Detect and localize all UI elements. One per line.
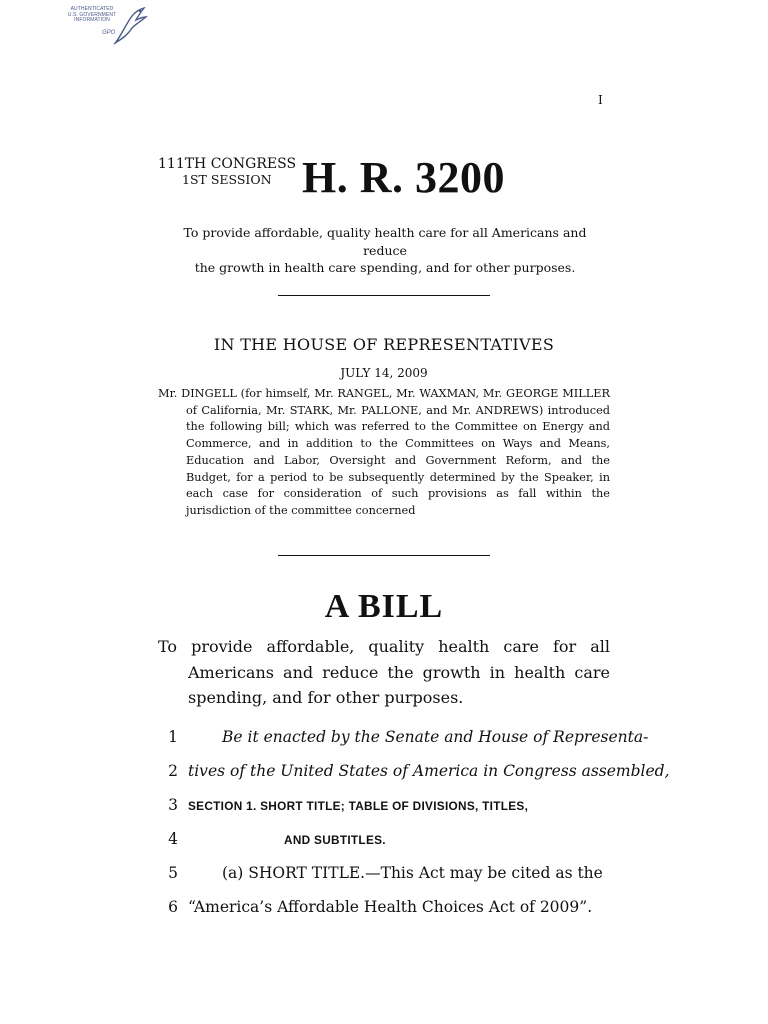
seal-gpo-label: GPO <box>102 30 116 36</box>
short-title-line-1: (a) SHORT TITLE.—This Act may be cited as the <box>222 864 603 882</box>
short-purpose <box>160 224 610 277</box>
short-purpose-line-2: the growth in health care spending, and for other purposes. <box>194 260 576 275</box>
eagle-icon <box>110 4 148 48</box>
session-label: 1ST SESSION <box>182 172 272 187</box>
line-number: 6 <box>168 898 178 916</box>
seal-line-2: U.S. GOVERNMENT <box>67 11 117 18</box>
gpo-authentication-seal <box>62 4 148 48</box>
line-number: 4 <box>168 830 178 848</box>
seal-line-1: AUTHENTICATED <box>70 6 114 12</box>
short-title-line-2: “America’s Affordable Health Choices Act of 2009”. <box>188 898 593 916</box>
enacting-clause-line-1: Be it enacted by the Senate and House of Representa- <box>222 728 649 746</box>
bill-heading: A BILL <box>324 588 444 625</box>
divider-rule <box>278 295 490 296</box>
divider-rule-2 <box>278 555 490 556</box>
introduction-paragraph: Mr. DINGELL (for himself, Mr. RANGEL, Mr. WAXMAN, Mr. GEORGE MILLER of California, Mr. STARK, Mr. PALLONE, and Mr. ANDREWS) introduced the following bill; which was referred to the Committee on Energy and Commerce, and in addition to the Committees on Ways and Means, Education and Labor, Oversight and Government Reform, and the Budget, for a period to be subsequently determined by the Speaker, in each case for consideration of such provisions as fall within the jurisdiction of the committee concerned <box>158 387 610 517</box>
page-marker: I <box>598 93 603 107</box>
introduction-date: JULY 14, 2009 <box>340 366 428 380</box>
congress-label: 111TH CONGRESS <box>158 156 297 172</box>
bill-number: H. R. 3200 <box>302 153 505 202</box>
long-title: To provide affordable, quality health care for all Americans and reduce the growth in health care spending, and for other purposes. <box>158 637 610 707</box>
line-number: 5 <box>168 864 178 882</box>
house-heading: IN THE HOUSE OF REPRESENTATIVES <box>213 335 555 354</box>
enacting-clause-line-2: tives of the United States of America in Congress assembled, <box>188 762 670 780</box>
line-number: 1 <box>168 728 178 746</box>
seal-line-3: INFORMATION <box>74 17 110 24</box>
line-number: 2 <box>168 762 178 780</box>
line-number: 3 <box>168 796 178 814</box>
short-purpose-line-1: To provide affordable, quality health care for all Americans and reduce <box>183 225 587 258</box>
section-heading-line-1: SECTION 1. SHORT TITLE; TABLE OF DIVISIONS, TITLES, <box>188 799 529 813</box>
section-heading-line-2: AND SUBTITLES. <box>284 833 386 847</box>
